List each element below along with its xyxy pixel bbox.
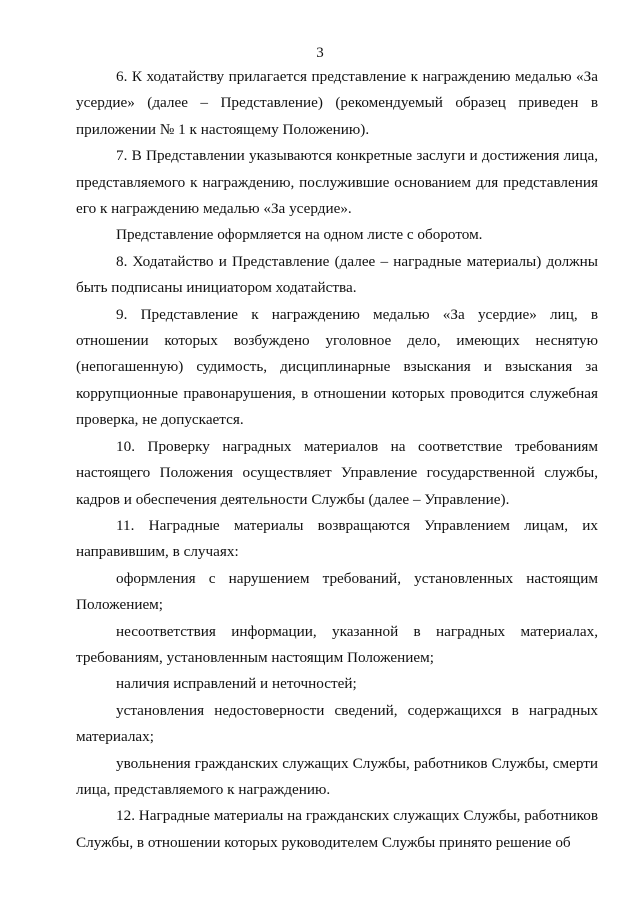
paragraph-7: 7. В Представлении указываются конкретные заслуги и достижения лица, представляемого к награждению, послужившие основанием для представления его к награждению медалью «За усердие».: [76, 147, 598, 218]
paragraph-8: 8. Ходатайство и Представление (далее – наградные материалы) должны быть подписаны инициатором ходатайства.: [76, 252, 598, 297]
paragraph-12: 12. Наградные материалы на гражданских служащих Службы, работников Службы, в отношении которых руководителем Службы принято решение об: [76, 807, 598, 851]
paragraph-7-note: Представление оформляется на одном листе с оборотом.: [116, 226, 483, 244]
paragraph-6: 6. К ходатайству прилагается представление к награждению медалью «За усердие» (далее – Представление) (рекомендуемый образец приведен в приложении № 1 к настоящему Положению).: [76, 68, 598, 138]
page-number: 3: [316, 45, 324, 61]
paragraph-11-case-5: увольнения гражданских служащих Службы, работников Службы, смерти лица, представляемого к награждению.: [76, 754, 598, 798]
paragraph-11-case-4: установления недостоверности сведений, содержащихся в наградных материалах;: [76, 701, 598, 746]
paragraph-11-case-1: оформления с нарушением требований, установленных настоящим Положением;: [76, 569, 598, 614]
document-body: [76, 64, 598, 856]
paragraph-11-case-2: несоответствия информации, указанной в наградных материалах, требованиям, установленным настоящим Положением;: [76, 622, 598, 666]
paragraph-11-case-3: наличия исправлений и неточностей;: [116, 675, 357, 693]
paragraph-9: 9. Представление к награждению медалью «За усердие» лиц, в отношении которых возбуждено уголовное дело, имеющих неснятую (непогашенную) судимость, дисциплинарные взыскания и взыскания за коррупционные правонарушения, в отношении которых проводится служебная проверка, не допускается.: [76, 305, 598, 429]
paragraph-11: 11. Наградные материалы возвращаются Управлением лицам, их направившим, в случаях:: [76, 516, 598, 561]
paragraph-10: 10. Проверку наградных материалов на соответствие требованиям настоящего Положения осуществляет Управление государственной службы, кадров и обеспечения деятельности Службы (далее – Управление).: [76, 437, 598, 508]
